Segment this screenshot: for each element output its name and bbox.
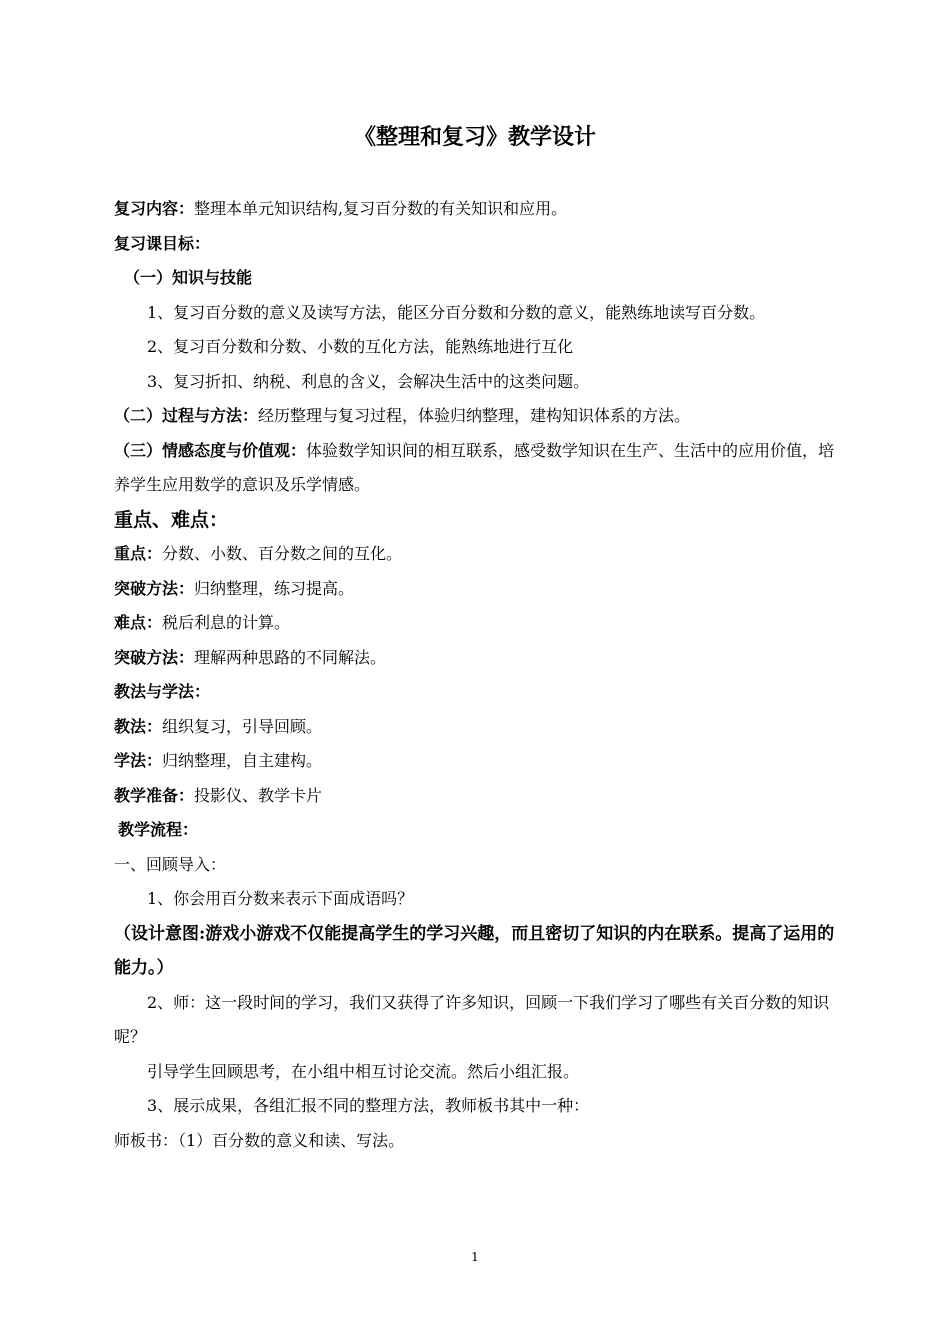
goal1-item2: 2、复习百分数和分数、小数的互化方法，能熟练地进行互化 xyxy=(147,337,574,356)
learn-text: 归纳整理，自主建构。 xyxy=(162,751,323,770)
break-method-2-line xyxy=(114,641,838,676)
document-body xyxy=(114,192,838,1158)
learn-label: 学法： xyxy=(114,751,163,770)
learn-method-line xyxy=(114,744,838,779)
step2-text: 2、师：这一段时间的学习，我们又获得了许多知识，回顾一下我们学习了哪些有关百分数的知识呢？ xyxy=(114,992,830,1046)
prep-text: 投影仪、教学卡片 xyxy=(194,785,323,805)
review-content-line xyxy=(114,192,838,227)
break1-label: 突破方法： xyxy=(114,578,195,598)
goal3-line xyxy=(114,434,838,503)
break1-text: 归纳整理，练习提高。 xyxy=(194,578,355,598)
break2-label: 突破方法： xyxy=(114,647,195,667)
teach-text: 组织复习，引导回顾。 xyxy=(162,716,323,736)
goal3-text: 体验数学知识间的相互联系，感受数学知识在生产、生活中的应用价值，培养学生应用数学的意识及乐学情感。 xyxy=(114,440,835,494)
methods-heading: 教法与学法： xyxy=(114,682,211,701)
goal1-heading: （一）知识与技能 xyxy=(124,268,253,287)
design-note: （设计意图:游戏小游戏不仅能提高学生的学习兴趣，而且密切了知识的内在联系。提高了运用的能力。） xyxy=(114,923,835,978)
goals-heading: 复习课目标： xyxy=(114,233,211,253)
goal2-text: 经历整理与复习过程，体验归纳整理，建构知识体系的方法。 xyxy=(258,406,691,425)
goal1-item3: 3、复习折扣、纳税、利息的含义，会解决生活中的这类问题。 xyxy=(147,371,590,391)
page-number: 1 xyxy=(471,1250,479,1264)
document-title: 《整理和复习》教学设计 xyxy=(353,124,596,150)
diff-label: 难点： xyxy=(114,613,163,632)
teach-method-line xyxy=(114,710,838,745)
guide-text: 引导学生回顾思考，在小组中相互讨论交流。然后小组汇报。 xyxy=(147,1061,580,1081)
diff-text: 税后利息的计算。 xyxy=(162,613,291,632)
section1-heading: 一、回顾导入： xyxy=(114,854,227,874)
key-point-line xyxy=(114,537,838,572)
prep-line xyxy=(114,779,838,814)
goal3-label: （三）情感态度与价值观： xyxy=(114,440,307,460)
review-label: 复习内容： xyxy=(114,199,195,218)
prep-label: 教学准备： xyxy=(114,785,195,805)
difficulty-line xyxy=(114,606,838,641)
break2-text: 理解两种思路的不同解法。 xyxy=(194,647,387,667)
review-text: 整理本单元知识结构,复习百分数的有关知识和应用。 xyxy=(194,199,568,218)
teach-label: 教法： xyxy=(114,716,163,736)
board-text: 师板书：（1）百分数的意义和读、写法。 xyxy=(114,1130,405,1150)
key-text: 分数、小数、百分数之间的互化。 xyxy=(162,544,403,563)
goal2-line xyxy=(114,399,838,434)
goal2-label: （二）过程与方法： xyxy=(114,406,259,425)
step3-text: 3、展示成果，各组汇报不同的整理方法，教师板书其中一种： xyxy=(147,1096,590,1115)
key-difficulty-heading: 重点、难点： xyxy=(114,508,229,531)
flow-heading: 教学流程： xyxy=(118,820,199,839)
key-label: 重点： xyxy=(114,544,163,563)
break-method-1-line xyxy=(114,572,838,607)
step1-text: 1、你会用百分数来表示下面成语吗？ xyxy=(147,889,414,908)
goal1-item1: 1、复习百分数的意义及读写方法，能区分百分数和分数的意义，能熟练地读写百分数。 xyxy=(147,302,766,322)
